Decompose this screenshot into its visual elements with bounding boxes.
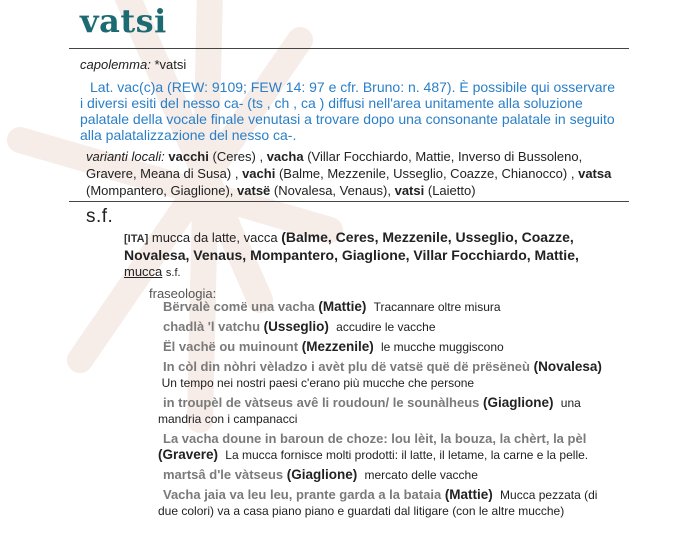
variant-locs: (Balme, Mezzenile, Usseglio, Coazze, Chianocco) [278,166,568,181]
variant-form: vacha [266,149,304,164]
definition-text: mucca da latte, vacca [151,230,278,245]
variant-form: vachi [242,166,276,181]
phrase-translation: Mucca pezzata (di due colori) va a casa piano piano e guardati dal litigare (con le altre mucche) [158,488,598,518]
phrase-location: (Usseglio) [263,319,329,334]
definition [124,229,614,281]
phrase-item [158,319,614,335]
phrase-translation: La mucca fornisce molti prodotti: il latte, il letame, la carne e la pelle. [225,448,589,462]
phrase-text: chadlà 'l vatchu [163,319,261,334]
variant-locs: (Laietto) [427,183,476,198]
phrase-text: in troupèl de vàtseus avê li roudoun/ le sounàlheus [163,395,480,410]
variant-form: vacchi [168,149,209,164]
phrase-location: (Giaglione) [483,395,554,410]
variant-locs: (Novalesa, Venaus) [273,183,388,198]
local-variants: varianti locali: vacchi (Ceres) , vacha (Villar Focchiardo, Mattie, Inverso di Bussoleno, Gravere, Meana di Susa) , vachi (Balme, Mezzenile, Usseglio, Coazze, Chianocco) , vatsa (Mompantero, Giaglione), vatsë (Novalesa, Venaus), vatsi (Laietto) [86,149,612,198]
phrase-text: martsâ d'le vàtseus [163,467,284,482]
phrase-item [158,299,614,315]
capolemma-label: capolemma: [80,57,151,72]
phrase-text: La vacha doune in baroun de choze: lou lèit, la bouza, la chèrt, la pèl [163,431,587,446]
phrase-item [158,487,614,519]
phraseology-label: fraseologia: [149,286,217,301]
divider-mid [69,201,629,202]
phrase-text: Ël vachë ou muinount [163,339,299,354]
variant-form: vatsa [578,166,612,181]
phrase-translation: una mandria con i campanacci [158,396,581,426]
variant-locs: (Mompantero, Giaglione) [86,183,230,198]
phrase-item [158,395,614,427]
phraseology-list [158,299,614,523]
phrase-translation: Un tempo nei nostri paesi c'erano più mucche che persone [161,376,475,390]
divider-top [69,48,629,49]
language-tag: [ITA] [124,233,149,245]
phrase-text: Bërvalè comë una vacha [163,299,315,314]
capolemma [80,57,186,72]
related-entry-link[interactable]: mucca [124,264,163,279]
phrase-location: (Mattie) [444,487,493,502]
phrase-location: (Mezzenile) [301,339,374,354]
part-of-speech: s.f. [86,206,114,227]
capolemma-value: *vatsi [154,57,187,72]
phrase-location: (Mattie) [318,299,367,314]
phrase-location: (Novalesa) [533,359,602,374]
etymology: Lat. vac(c)a (REW: 9109; FEW 14: 97 e cfr. Bruno: n. 487). È possibile qui osservare i diversi esiti del nesso ca- (ts , ch , ca ) diffusi nell'area unitamente alla soluzione palatale della vocale finale venutasi a trovare dopo una consonante palatale in seguito alla palatalizzazione del nesso ca-. [80,79,615,143]
variant-form: vatsi [394,183,425,198]
variant-form: vatsë [237,183,271,198]
related-entry-pos: s.f. [165,267,181,279]
phrase-translation: accudire le vacche [336,320,436,334]
phrase-text: Vacha jaia va leu leu, prante garda a la bataia [163,487,442,502]
phrase-location: (Giaglione) [286,467,358,482]
phrase-location: (Gravere) [158,447,219,462]
phrase-translation: mercato delle vacche [364,468,478,482]
phrase-text: In còl din nòhri vèladzo i avèt plu dë vatsë quë dë prësëneù [163,359,530,374]
phrase-item [158,339,614,355]
phrase-translation: Tracannare oltre misura [373,300,501,314]
variants-label: varianti locali: [86,149,165,164]
phrase-translation: le mucche muggiscono [380,340,504,354]
phrase-item [158,467,614,483]
variant-locs: (Ceres) [212,149,256,164]
phrase-item [158,359,614,391]
phrase-item [158,431,614,463]
headword: vatsi [80,2,167,40]
definition-locations: (Balme, Ceres, Mezzenile, Usseglio, Coazze, Novalesa, Venaus, Mompantero, Giaglione, Villar Focchiardo, Mattie, [124,229,579,263]
variant-locs: (Villar Focchiardo, Mattie, Inverso di Bussoleno, Gravere, Meana di Susa) [86,149,583,181]
